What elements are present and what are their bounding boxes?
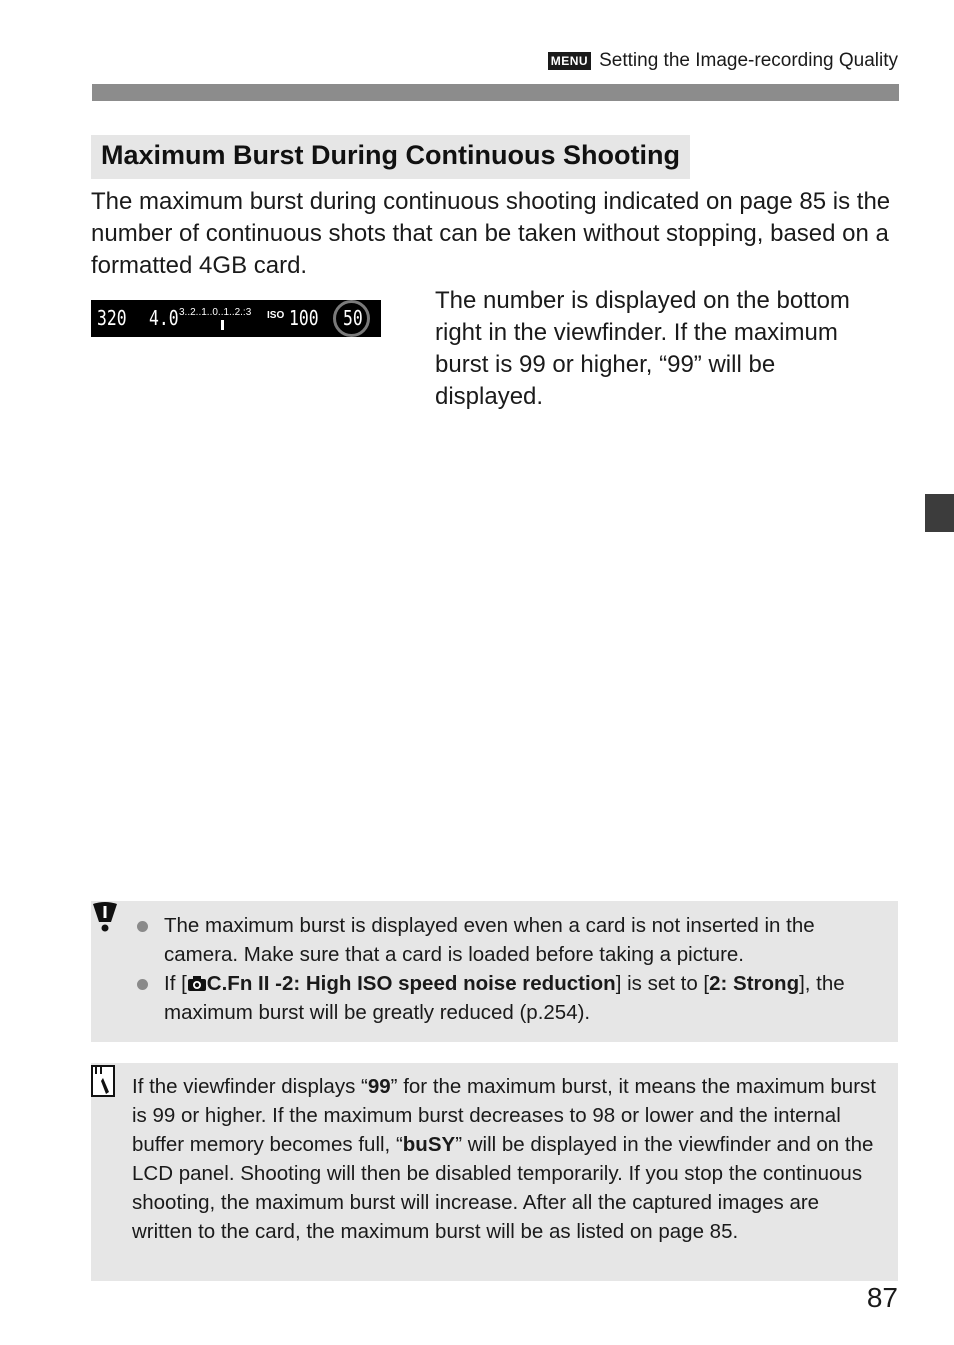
viewfinder-iso-value: 100: [289, 306, 319, 330]
note-text: If the viewfinder displays “99” for the maximum burst, it means the maximum burst is 99 or higher. If the maximum burst decreases to 98 or lower and the internal buffer memory becomes full, “buSY” will be displayed in the viewfinder and on the LCD panel. Shooting will then be disabled temporarily. If you stop the continuous shooting, the maximum burst will increase. After all the captured images are written to the card, the maximum burst will be as listed on page 85.: [132, 1075, 876, 1243]
list-item: The maximum burst is displayed even when a card is not inserted in the camera. Make sure that a card is loaded before taking a picture.: [137, 911, 882, 969]
viewfinder-description: The number is displayed on the bottom right in the viewfinder. If the maximum burst is 99 or higher, “99” will be displayed.: [435, 287, 850, 410]
viewfinder-shutter: 320: [97, 306, 127, 330]
viewfinder-display: [91, 300, 381, 337]
header-title: Setting the Image-recording Quality: [599, 50, 898, 71]
viewfinder-iso-label: ISO: [267, 310, 285, 321]
caution-list: [137, 911, 882, 1027]
section-title: Maximum Burst During Continuous Shooting: [91, 135, 690, 179]
exposure-indicator-icon: [221, 320, 224, 330]
chapter-tab: [925, 494, 954, 532]
menu-icon: MENU: [548, 52, 591, 70]
camera-icon: [187, 974, 207, 992]
viewfinder-burst: 50: [343, 306, 363, 330]
viewfinder-aperture: 4.0: [149, 306, 179, 330]
exclamation-icon: [89, 902, 121, 932]
viewfinder-exposure-scale: 3..2..1..0..1..2.:3: [179, 307, 252, 318]
list-item: If [ C.Fn II -2: High ISO speed noise reduction] is set to [2: Strong], the maximum burst will be greatly reduced (p.254).: [137, 969, 882, 1027]
header-rule: [92, 84, 899, 101]
intro-paragraph: The maximum burst during continuous shooting indicated on page 85 is the number of continuous shots that can be taken without stopping, based on a formatted 4GB card.: [91, 188, 891, 279]
page-header: [548, 50, 898, 72]
memo-icon: [90, 1064, 116, 1098]
page-number: 87: [866, 1282, 898, 1313]
